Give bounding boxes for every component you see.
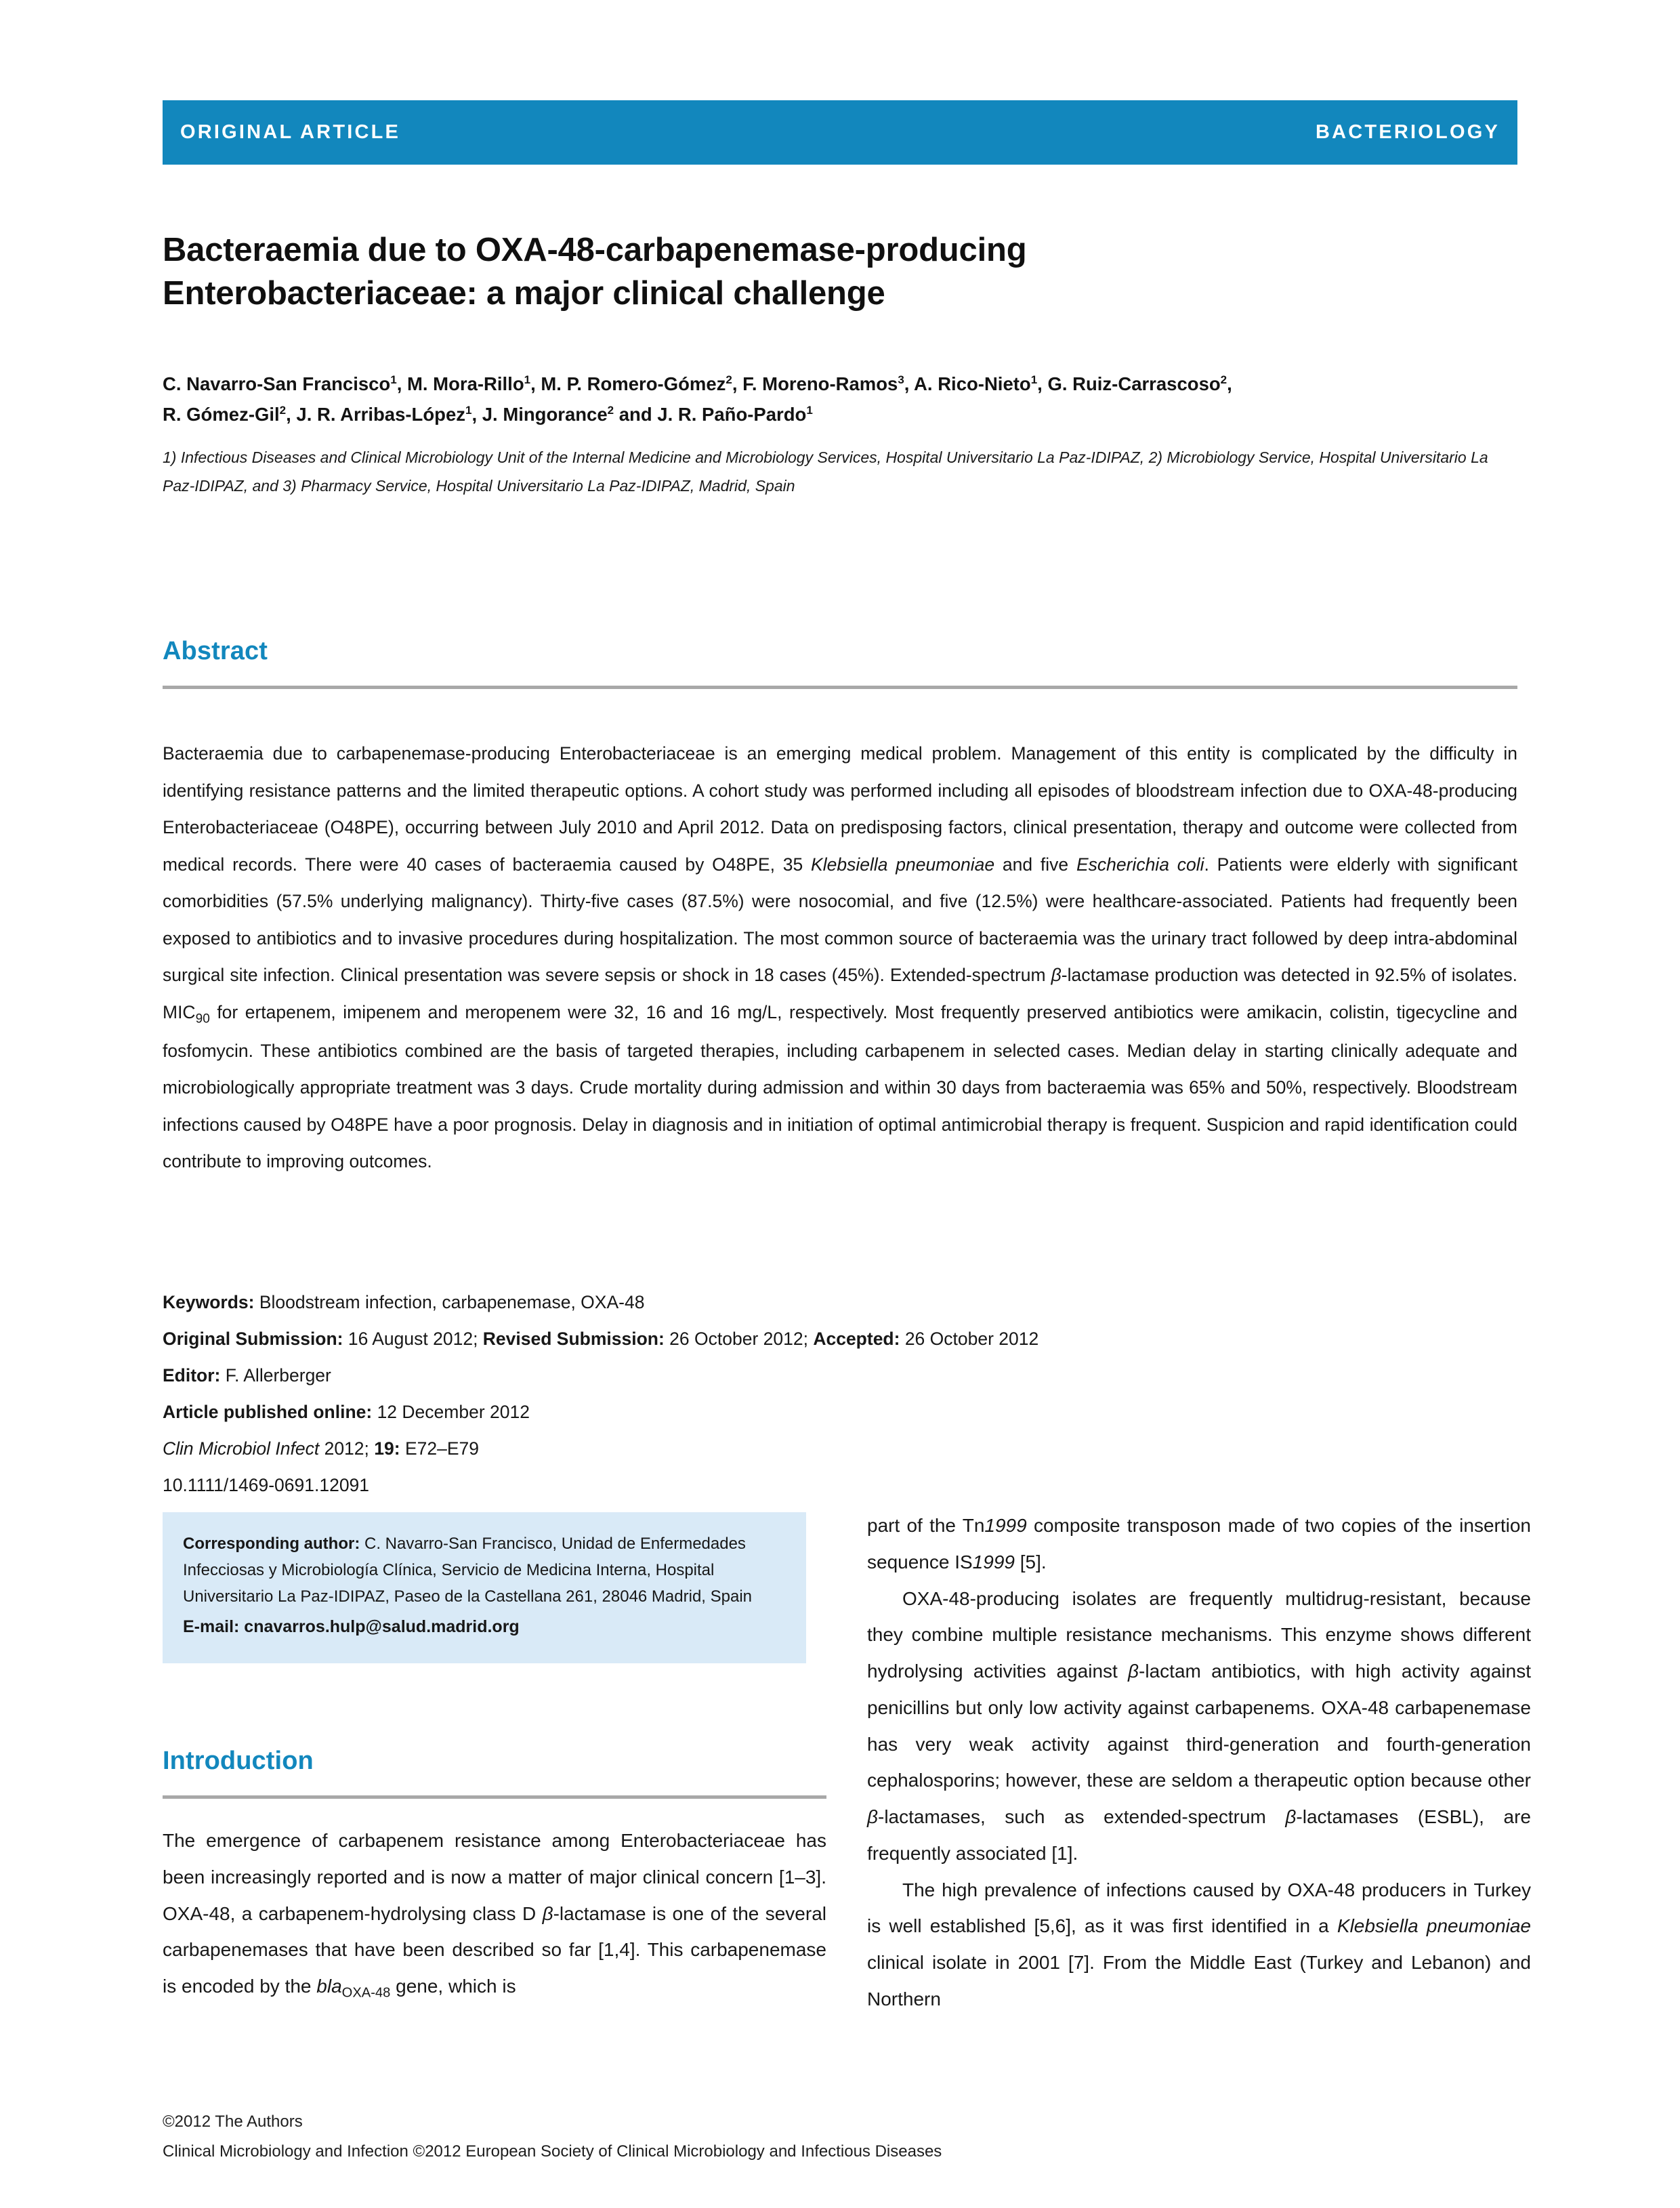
subject-area-label: BACTERIOLOGY <box>1315 121 1500 143</box>
abstract-body <box>163 735 1517 1180</box>
corresponding-author-label: Corresponding author: C. Navarro-San Francisco, Unidad de Enfermedades Infecciosas y Microbiología Clínica, Servicio de Medicina Interna, Hospital Universitario La Paz-IDIPAZ, Paseo de la Castellana 261, 28046 Madrid, Spain <box>183 1535 753 1606</box>
doi-line: 10.1111/1469-0691.12091 <box>163 1475 370 1496</box>
submission-dates-line: Original Submission: 16 August 2012; Revised Submission: 26 October 2012; Accepted: 26 October 2012 <box>163 1329 1039 1350</box>
body-column-right <box>867 1507 1531 2018</box>
published-online-line: Article published online: 12 December 2012 <box>163 1402 530 1423</box>
intro-paragraph-left: The emergence of carbapenem resistance among Enterobacteriaceae has been increasingly reported and is now a matter of major clinical concern [1–3]. OXA-48, a carbapenem-hydrolysing class D β-lactamase is one of the several carbapenemases that have been described so far [1,4]. This carbapenemase is encoded by the bla$_{OXA-48}$ gene, which is <box>163 1830 826 2001</box>
introduction-heading: Introduction <box>163 1747 314 1775</box>
journal-header-bar <box>163 100 1517 165</box>
page-footer <box>163 2107 1517 2167</box>
author-line-1: C. Navarro-San Francisco$^1$, M. Mora-Rillo$^1$, M. P. Romero-Gómez$^2$, F. Moreno-Ramos$^3$, A. Rico-Nieto$^1$, G. Ruiz-Carrascoso$^2$, <box>163 373 1232 394</box>
author-line-2: R. Gómez-Gil$^2$, J. R. Arribas-López$^1$, J. Mingorance$^2$ and J. R. Paño-Pardo$^1$ <box>163 403 813 425</box>
title-line-2: Enterobacteriaceae: a major clinical challenge <box>163 274 885 312</box>
article-metadata <box>163 1284 1517 1503</box>
footer-society-line: Clinical Microbiology and Infection ©2012 European Society of Clinical Microbiology and Infectious Diseases <box>163 2142 942 2161</box>
keywords-line: Keywords: Bloodstream infection, carbapenemase, OXA-48 <box>163 1292 645 1312</box>
body-column-left <box>163 1822 826 2006</box>
corresponding-author-box <box>163 1512 806 1663</box>
introduction-divider <box>163 1795 826 1799</box>
abstract-divider <box>163 686 1517 689</box>
article-type-label: ORIGINAL ARTICLE <box>180 121 401 143</box>
author-list <box>163 369 1517 430</box>
editor-line: Editor: F. Allerberger <box>163 1365 331 1386</box>
footer-copyright-line: ©2012 The Authors <box>163 2112 303 2131</box>
intro-paragraph-right-3: The high prevalence of infections caused by OXA-48 producers in Turkey is well established [5,6], as it was first identified in a Klebsiella pneumoniae clinical isolate in 2001 [7]. From the Middle East (Turkey and Lebanon) and Northern <box>867 1879 1532 2009</box>
title-line-1: Bacteraemia due to OXA-48-carbapenemase-producing <box>163 231 1027 268</box>
page-title <box>163 229 1436 315</box>
abstract-heading: Abstract <box>163 637 268 665</box>
intro-paragraph-right-2: OXA-48-producing isolates are frequently multidrug-resistant, because they combine multiple resistance mechanisms. This enzyme shows different hydrolysing activities against β-lactam antibiotics, with high activity against penicillins but only low activity against carbapenems. OXA-48 carbapenemase has very weak activity against third-generation and fourth-generation cephalosporins; however, these are seldom a therapeutic option because other β-lactamases, such as extended-spectrum β-lactamases (ESBL), are frequently associated [1]. <box>867 1587 1532 1864</box>
abstract-paragraph: Bacteraemia due to carbapenemase-producing Enterobacteriaceae is an emerging medical problem. Management of this entity is complicated by the difficulty in identifying resistance patterns and the limited therapeutic options. A cohort study was performed including all episodes of bloodstream infection due to OXA-48-producing Enterobacteriaceae (O48PE), occurring between July 2010 and April 2012. Data on predisposing factors, clinical presentation, therapy and outcome were collected from medical records. There were 40 cases of bacteraemia caused by O48PE, 35 Klebsiella pneumoniae and five Escherichia coli. Patients were elderly with significant comorbidities (57.5% underlying malignancy). Thirty-five cases (87.5%) were nosocomial, and five (12.5%) were healthcare-associated. Patients had frequently been exposed to antibiotics and to invasive procedures during hospitalization. The most common source of bacteraemia was the urinary tract followed by deep intra-abdominal surgical site infection. Clinical presentation was severe sepsis or shock in 18 cases (45%). Extended-spectrum β-lactamase production was detected in 92.5% of isolates. $MIC_{90}$ for ertapenem, imipenem and meropenem were 32, 16 and 16 mg/L, respectively. Most frequently preserved antibiotics were amikacin, colistin, tigecycline and fosfomycin. These antibiotics combined are the basis of targeted therapies, including carbapenem in selected cases. Median delay in starting clinically adequate and microbiologically appropriate treatment was 3 days. Crude mortality during admission and within 30 days from bacteraemia was 65% and 50%, respectively. Bloodstream infections caused by O48PE have a poor prognosis. Delay in diagnosis and in initiation of optimal antimicrobial therapy is frequent. Suspicion and rapid identification could contribute to improving outcomes. <box>163 743 1518 1172</box>
corresponding-author-email[interactable]: E-mail: cnavarros.hulp@salud.madrid.org <box>183 1617 520 1636</box>
citation-line: Clin Microbiol Infect 2012; 19: E72–E79 <box>163 1438 479 1459</box>
affiliations: 1) Infectious Diseases and Clinical Microbiology Unit of the Internal Medicine and Microbiology Services, Hospital Universitario La Paz-IDIPAZ, 2) Microbiology Service, Hospital Universitario La Paz-IDIPAZ, and 3) Pharmacy Service, Hospital Universitario La Paz-IDIPAZ, Madrid, Spain <box>163 449 1488 495</box>
intro-paragraph-right-1: part of the Tn1999 composite transposon made of two copies of the insertion sequence IS1999 [5]. <box>867 1515 1531 1572</box>
